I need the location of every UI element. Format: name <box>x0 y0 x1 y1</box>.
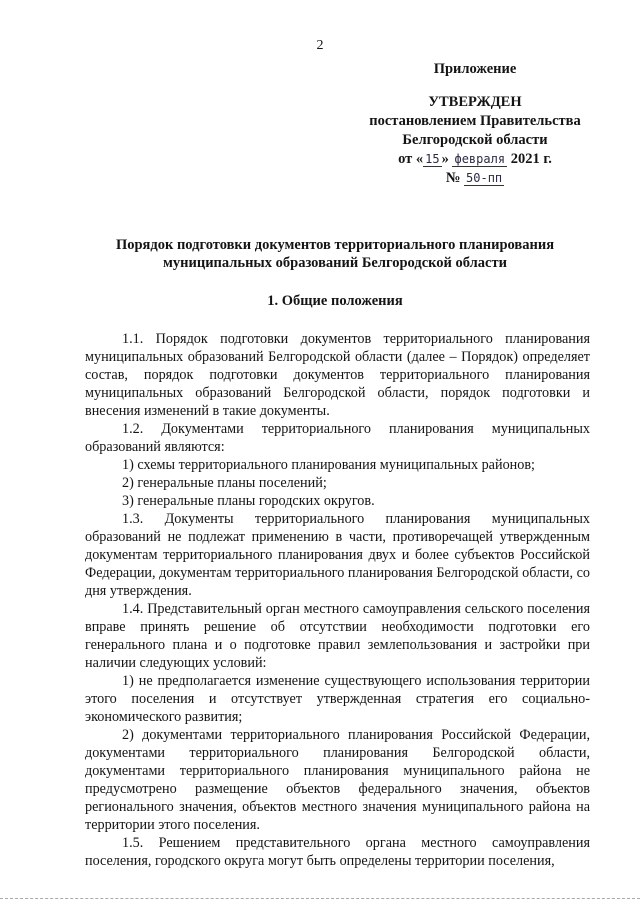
title-line-1: Порядок подготовки документов территориального планирования <box>115 237 555 253</box>
date-month: февраля <box>454 152 506 166</box>
body-text <box>85 330 590 870</box>
list-item: 1) схемы территориального планирования муниципальных районов; <box>122 457 535 473</box>
date-year: 2021 г. <box>510 151 552 167</box>
approved-by-line1: постановлением Правительства <box>369 113 581 129</box>
number-value: 50-пп <box>466 171 503 185</box>
date-prefix: от « <box>398 151 424 167</box>
list-item: 1) не предполагается изменение существующего использования территории этого поселения и отсутствует утвержденная стратегия его социально-экономического развития; <box>85 673 590 725</box>
list-item: 3) генеральные планы городских округов. <box>122 493 375 509</box>
approval-block <box>340 60 610 188</box>
number-prefix: № <box>445 170 461 186</box>
appendix-label: Приложение <box>433 61 517 77</box>
paragraph: 1.3. Документы территориального планирования муниципальных образований не подлежат применению в части, противоречащей утвержденным документам территориального планирования двух и более субъектов Российской Федерации, документам территориального планирования Белгородской области, со дня утверждения. <box>85 511 591 599</box>
approved-label: УТВЕРЖДЕН <box>428 94 522 110</box>
page-bottom-edge <box>0 898 640 899</box>
list-item: 2) генеральные планы поселений; <box>122 475 327 491</box>
page-number: 2 <box>316 38 324 53</box>
title-line-2: муниципальных образований Белгородской области <box>163 255 507 271</box>
document-title <box>90 236 580 272</box>
paragraph: 1.1. Порядок подготовки документов территориального планирования муниципальных образований Белгородской области (далее – Порядок) определяет состав, порядок подготовки документов территориального планирования муниципальных образований Белгородской области, порядок подготовки и внесения изменений в такие документы. <box>85 331 590 419</box>
date-mid: » <box>441 151 449 167</box>
date-day: 15 <box>425 152 440 166</box>
list-item: 2) документами территориального планирования Российской Федерации, документами территориального планирования Белгородской области, документами территориального планирования муниципального района не предусмотрено размещение объектов федерального значения, объектов регионального значения, объектов местного значения муниципального района на территории этого поселения. <box>85 727 590 833</box>
paragraph: 1.4. Представительный орган местного самоуправления сельского поселения вправе принять решение об отсутствии необходимости подготовки его генерального плана и о подготовке правил землепользования и застройки при наличии следующих условий: <box>85 601 590 671</box>
approval-date <box>340 150 610 169</box>
paragraph: 1.5. Решением представительного органа местного самоуправления поселения, городского округа могут быть определены территории поселения, <box>85 835 590 869</box>
approved-by-line2: Белгородской области <box>402 132 548 148</box>
paragraph: 1.2. Документами территориального планирования муниципальных образований являются: <box>85 421 590 455</box>
section-heading: 1. Общие положения <box>267 293 403 309</box>
approval-number <box>340 169 610 188</box>
